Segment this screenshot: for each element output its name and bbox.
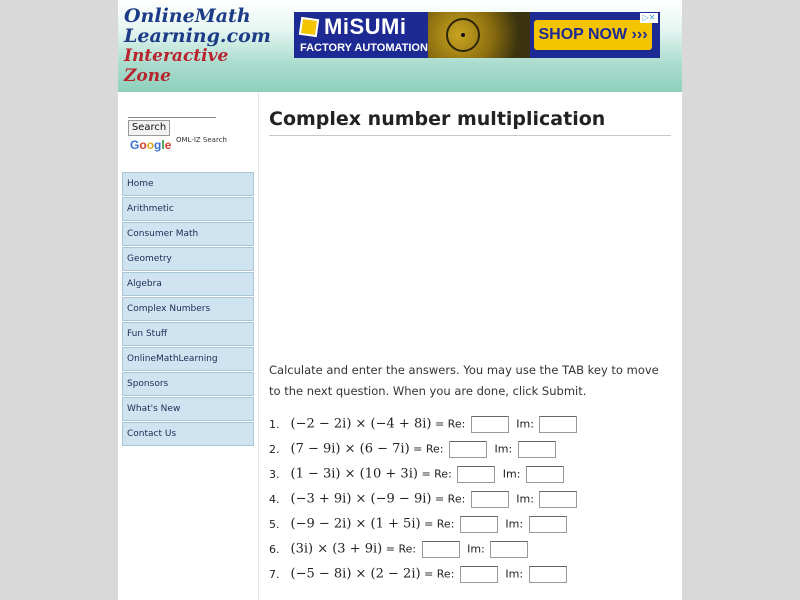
answer-imaginary-input[interactable]	[518, 441, 556, 458]
sidebar-item-algebra[interactable]: Algebra	[122, 272, 254, 296]
im-label: Im:	[494, 442, 513, 456]
header	[118, 0, 682, 92]
instructions-text: Calculate and enter the answers. You may use the TAB key to move to the next question. When you are done, click Submit.	[269, 363, 659, 398]
sidebar-item-home[interactable]: Home	[122, 172, 254, 196]
im-label: Im:	[516, 492, 534, 506]
im-label: Im:	[505, 567, 524, 581]
question-number: 7.	[269, 567, 280, 581]
question-number: 4.	[269, 492, 280, 506]
answer-real-input[interactable]	[460, 566, 498, 583]
ad-brand: MiSUMi	[324, 14, 407, 39]
re-label: = Re:	[385, 542, 417, 556]
answer-real-input[interactable]	[449, 441, 487, 458]
question-expression: (−2 − 2i) × (−4 + 8i)	[290, 416, 432, 432]
logo-line-2: Learning.com	[124, 25, 271, 47]
im-label: Im:	[516, 417, 534, 431]
answer-real-input[interactable]	[460, 516, 498, 533]
answer-real-input[interactable]	[471, 416, 509, 433]
answer-imaginary-input[interactable]	[539, 491, 577, 508]
question-row	[269, 441, 679, 466]
im-label: Im:	[505, 517, 524, 531]
page-title: Complex number multiplication	[269, 108, 606, 130]
answer-imaginary-input[interactable]	[526, 466, 564, 483]
google-logo-letter: o	[146, 138, 155, 152]
google-logo-letter: e	[164, 138, 172, 152]
brand-cube-icon	[299, 17, 319, 37]
search-caption: OML-IZ Search	[176, 136, 227, 144]
main-content	[258, 92, 682, 600]
question-expression: (−3 + 9i) × (−9 − 9i)	[290, 491, 432, 507]
question-expression: (3i) × (3 + 9i)	[290, 541, 383, 557]
google-logo-letter: l	[161, 138, 165, 152]
answer-real-input[interactable]	[457, 466, 495, 483]
page	[118, 0, 682, 600]
sidebar-item-onlinemathlearning[interactable]: OnlineMathLearning	[122, 347, 254, 371]
answer-imaginary-input[interactable]	[490, 541, 528, 558]
question-number: 2.	[269, 442, 280, 456]
re-label: = Re:	[421, 467, 452, 481]
sidebar	[118, 92, 258, 600]
logo-line-1: OnlineMath	[124, 5, 251, 27]
answer-real-input[interactable]	[471, 491, 509, 508]
im-label: Im:	[467, 542, 485, 556]
question-expression: (−9 − 2i) × (1 + 5i)	[290, 516, 421, 532]
im-label: Im:	[502, 467, 521, 481]
re-label: = Re:	[424, 517, 455, 531]
question-expression: (−5 − 8i) × (2 − 2i)	[290, 566, 421, 582]
question-expression: (7 − 9i) × (6 − 7i)	[290, 441, 410, 457]
sidebar-nav	[122, 172, 254, 447]
re-label: = Re:	[424, 567, 455, 581]
question-row	[269, 416, 679, 441]
banner-ad[interactable]	[294, 12, 660, 58]
answer-real-input[interactable]	[422, 541, 460, 558]
sidebar-item-arithmetic[interactable]: Arithmetic	[122, 197, 254, 221]
sidebar-item-complex-numbers[interactable]: Complex Numbers	[122, 297, 254, 321]
dial-center-icon	[461, 33, 465, 37]
ad-choices-icon[interactable]: ▷✕	[640, 13, 658, 23]
search-button[interactable]: Search	[128, 120, 170, 136]
question-expression: (1 − 3i) × (10 + 3i)	[290, 466, 418, 482]
google-logo-letter: o	[139, 138, 147, 152]
google-logo-letter: g	[154, 138, 162, 152]
question-number: 3.	[269, 467, 280, 481]
ad-tagline: FACTORY AUTOMATION	[300, 42, 428, 54]
question-row	[269, 566, 679, 591]
question-row	[269, 541, 679, 566]
logo-line-3: Interactive Zone	[124, 46, 229, 86]
sidebar-item-consumer-math[interactable]: Consumer Math	[122, 222, 254, 246]
title-divider	[269, 135, 671, 136]
sidebar-item-sponsors[interactable]: Sponsors	[122, 372, 254, 396]
search-input[interactable]	[128, 104, 216, 118]
sidebar-item-whats-new[interactable]: What's New	[122, 397, 254, 421]
google-logo-letter: G	[130, 138, 140, 152]
answer-imaginary-input[interactable]	[539, 416, 577, 433]
re-label: = Re:	[434, 417, 466, 431]
question-row	[269, 466, 679, 491]
site-logo[interactable]	[124, 5, 271, 86]
sidebar-item-geometry[interactable]: Geometry	[122, 247, 254, 271]
answer-imaginary-input[interactable]	[529, 516, 567, 533]
question-number: 5.	[269, 517, 280, 531]
sidebar-item-contact-us[interactable]: Contact Us	[122, 422, 254, 446]
shop-now-button[interactable]: SHOP NOW ›››	[534, 20, 652, 50]
question-list	[269, 416, 679, 591]
re-label: = Re:	[434, 492, 466, 506]
answer-imaginary-input[interactable]	[529, 566, 567, 583]
question-row	[269, 491, 679, 516]
google-logo	[130, 138, 171, 152]
question-number: 6.	[269, 542, 280, 556]
re-label: = Re:	[413, 442, 444, 456]
ad-machine-image	[428, 12, 530, 58]
sidebar-item-fun-stuff[interactable]: Fun Stuff	[122, 322, 254, 346]
question-number: 1.	[269, 417, 280, 431]
question-row	[269, 516, 679, 541]
